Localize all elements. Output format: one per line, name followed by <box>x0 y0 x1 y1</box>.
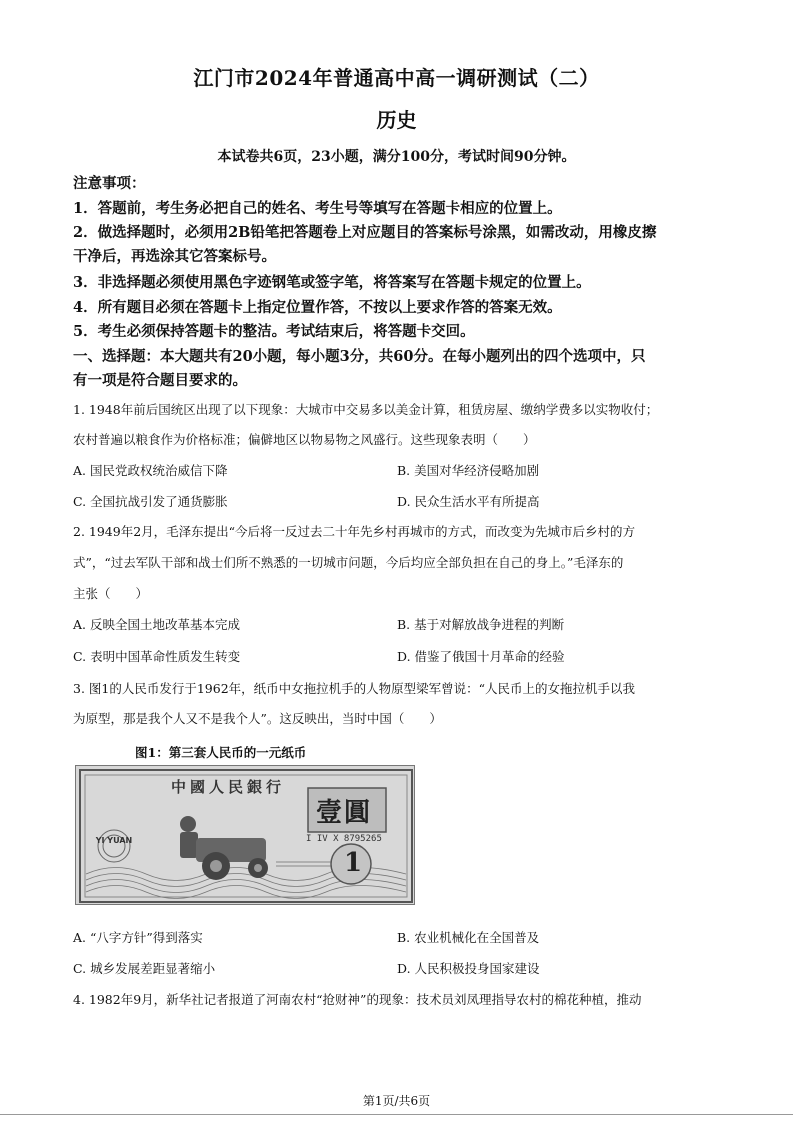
exam-info: 本试卷共6页，23小题，满分100分，考试时间90分钟。 <box>217 149 576 165</box>
question-3-option-b: B. 农业机械化在全国普及 <box>397 930 540 945</box>
question-1-option-a: A. 国民党政权统治威信下降 <box>73 463 228 478</box>
question-3-text: 3. 图1的人民币发行于1962年，纸币中女拖拉机手的人物原型梁军曾说：“人民币上的女拖拉机手以我 <box>73 681 636 696</box>
question-3-text: 为原型，那是我个人又不是我个人”。这反映出，当时中国（ ） <box>73 711 442 726</box>
note-item: 1．答题前，考生务必把自己的姓名、考生号等填写在答题卡相应的位置上。 <box>73 200 562 217</box>
section-heading-cont: 有一项是符合题目要求的。 <box>73 372 247 389</box>
question-3-option-a: A. “八字方针”得到落实 <box>73 930 203 945</box>
footer-divider <box>0 1114 793 1115</box>
section-heading: 一、选择题：本大题共有20小题，每小题3分，共60分。在每小题列出的四个选项中，只 <box>73 348 646 365</box>
banknote-denomination: 壹圓 <box>316 798 373 828</box>
question-2-text: 主张（ ） <box>73 586 149 601</box>
question-3-option-c: C. 城乡发展差距显著缩小 <box>73 961 216 976</box>
note-item: 干净后，再选涂其它答案标号。 <box>73 248 276 265</box>
question-2-option-d: D. 借鉴了俄国十月革命的经验 <box>397 649 565 664</box>
notes-heading: 注意事项： <box>73 175 146 192</box>
note-item: 3．非选择题必须使用黑色字迹钢笔或签字笔，将答案写在答题卡规定的位置上。 <box>73 274 591 291</box>
question-3-option-d: D. 人民积极投身国家建设 <box>397 961 540 976</box>
question-1-option-b: B. 美国对华经济侵略加剧 <box>397 463 540 478</box>
banknote-corner-text: YI YUAN <box>95 836 133 845</box>
question-2-text: 2. 1949年2月，毛泽东提出“今后将一反过去二十年先乡村再城市的方式，而改变为先城市后乡村的方 <box>73 524 636 539</box>
question-2-option-b: B. 基于对解放战争进程的判断 <box>397 617 565 632</box>
figure-caption: 图1：第三套人民币的一元纸币 <box>135 745 307 760</box>
question-1-text: 1. 1948年前后国统区出现了以下现象：大城市中交易多以美金计算，租赁房屋、缴纳学费多以实物收付； <box>73 402 659 417</box>
question-4-text: 4. 1982年9月，新华社记者报道了河南农村“抢财神”的现象：技术员刘凤理指导农村的棉花种植，推动 <box>73 992 642 1007</box>
question-2-option-c: C. 表明中国革命性质发生转变 <box>73 649 241 664</box>
banknote-bank-name: 中國人民銀行 <box>171 778 286 796</box>
banknote-numeral: 1 <box>344 848 363 878</box>
question-2-text: 式”，“过去军队干部和战士们所不熟悉的一切城市问题，今后均应全部负担在自己的身上。”毛泽东的 <box>73 555 624 570</box>
banknote-serial: I IV X 8795265 <box>306 834 382 844</box>
banknote-image <box>75 765 415 905</box>
question-1-option-c: C. 全国抗战引发了通货膨胀 <box>73 494 228 509</box>
exam-title: 江门市2024年普通高中高一调研测试（二） <box>193 66 600 90</box>
note-item: 5．考生必须保持答题卡的整洁。考试结束后，将答题卡交回。 <box>73 323 475 340</box>
question-2-option-a: A. 反映全国土地改革基本完成 <box>73 617 240 632</box>
question-1-text: 农村普遍以粮食作为价格标准；偏僻地区以物易物之风盛行。这些现象表明（ ） <box>73 432 536 447</box>
subject-title: 历史 <box>376 108 417 132</box>
note-item: 4．所有题目必须在答题卡上指定位置作答，不按以上要求作答的答案无效。 <box>73 299 562 316</box>
note-item: 2．做选择题时，必须用2B铅笔把答题卷上对应题目的答案标号涂黑，如需改动，用橡皮擦 <box>73 224 657 241</box>
question-1-option-d: D. 民众生活水平有所提高 <box>397 494 540 509</box>
page-number: 第1页/共6页 <box>362 1094 431 1108</box>
